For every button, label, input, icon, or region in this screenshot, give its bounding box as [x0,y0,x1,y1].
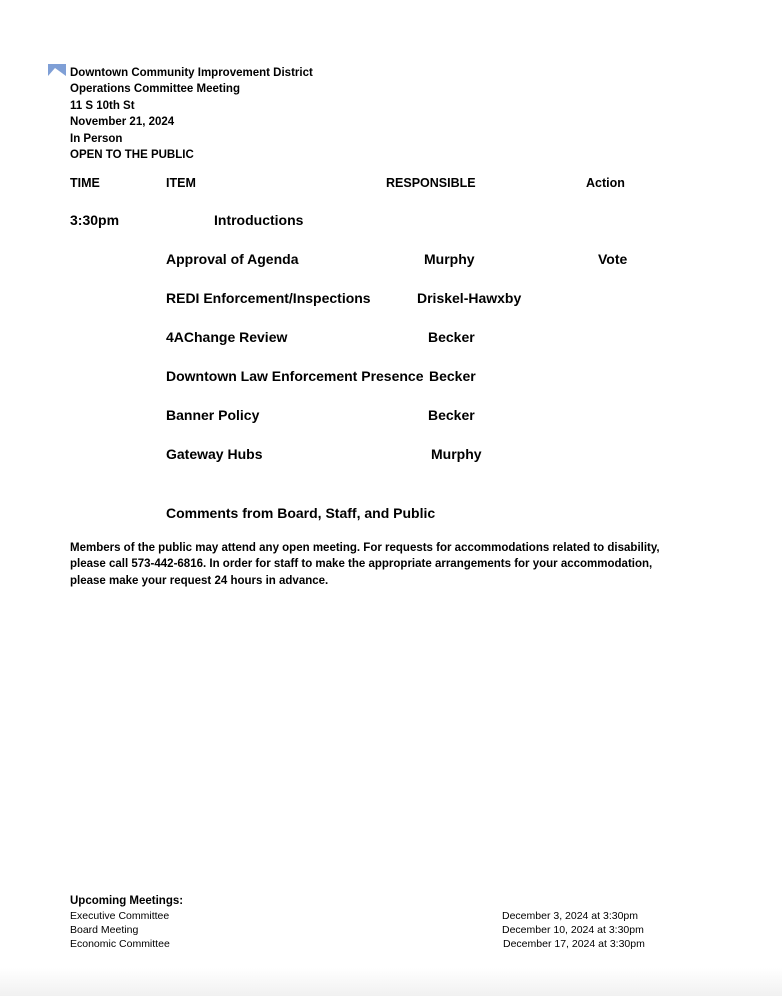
district-logo-icon [48,64,66,76]
agenda-row-6-responsible: Murphy [431,446,482,462]
agenda-row-4-responsible: Becker [429,368,476,384]
upcoming-meeting-2-name: Economic Committee [70,938,170,950]
agenda-row-6-item: Gateway Hubs [166,446,263,462]
meeting-date: November 21, 2024 [70,116,175,129]
agenda-row-2-responsible: Driskel-Hawxby [417,290,522,306]
column-header-responsible: RESPONSIBLE [386,176,476,190]
page-bottom-shadow [0,968,782,996]
public-status: OPEN TO THE PUBLIC [70,149,194,162]
upcoming-meeting-1-name: Board Meeting [70,924,139,936]
upcoming-meeting-2-date: December 17, 2024 at 3:30pm [503,938,645,950]
agenda-row-1-item: Approval of Agenda [166,251,299,267]
accommodation-notice: Members of the public may attend any open meeting. For requests for accommodations related to disability, please call 573-442-6816. In order for staff to make the appropriate arrangements for your accommodation, please make your request 24 hours in advance. [70,542,660,587]
agenda-row-1-responsible: Murphy [424,251,475,267]
column-header-time: TIME [70,176,100,190]
agenda-row-3-responsible: Becker [428,329,475,345]
meeting-format: In Person [70,132,123,145]
agenda-row-1-action: Vote [598,251,628,267]
column-header-action: Action [586,176,625,190]
agenda-row-0-time: 3:30pm [70,212,120,228]
meeting-header [70,65,313,163]
agenda-row-2-item: REDI Enforcement/Inspections [166,290,371,306]
agenda-row-0-item: Introductions [214,212,304,228]
agenda-row-5-item: Banner Policy [166,407,260,423]
upcoming-meeting-0-name: Executive Committee [70,910,170,922]
meeting-address: 11 S 10th St [70,99,135,112]
agenda-row-5-responsible: Becker [428,407,475,423]
agenda-row-3-item: 4AChange Review [166,329,288,345]
organization-name: Downtown Community Improvement District [70,67,313,79]
meeting-title: Operations Committee Meeting [70,83,240,96]
upcoming-meeting-0-date: December 3, 2024 at 3:30pm [502,910,638,922]
upcoming-meetings-title: Upcoming Meetings: [70,895,184,907]
column-header-item: ITEM [166,176,196,190]
agenda-row-4-item: Downtown Law Enforcement Presence [166,368,424,384]
upcoming-meeting-1-date: December 10, 2024 at 3:30pm [502,924,644,936]
agenda-row-7-item: Comments from Board, Staff, and Public [166,505,436,521]
